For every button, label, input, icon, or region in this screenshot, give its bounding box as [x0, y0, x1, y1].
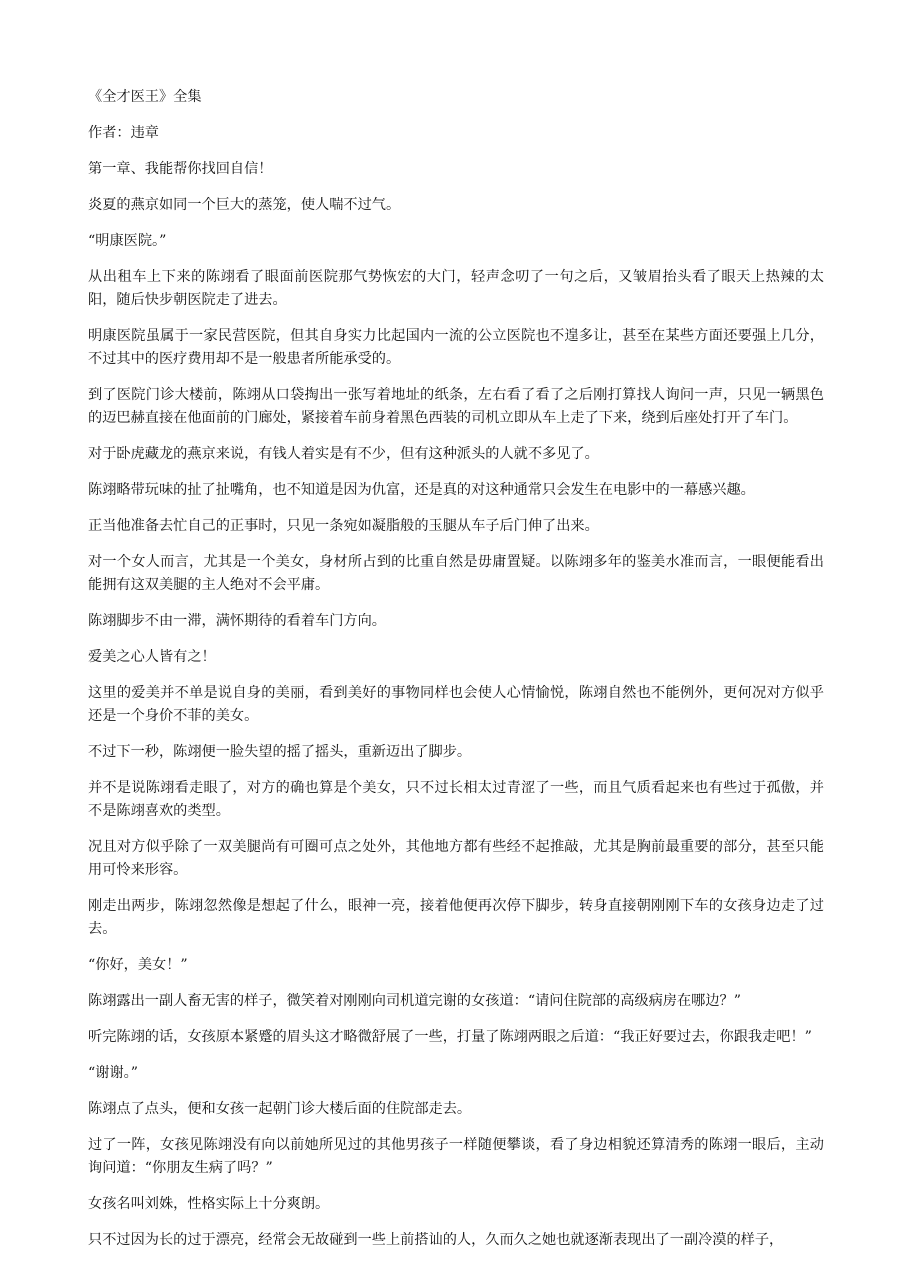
paragraph: 爱美之心人皆有之！ — [88, 649, 216, 665]
paragraph: 并不是说陈翊看走眼了，对方的确也算是个美女，只不过长相太过青涩了一些，而且气质看起来也有些过于孤傲，并不是陈翊喜欢的类型。 — [88, 780, 824, 819]
paragraph: 这里的爱美并不单是说自身的美丽，看到美好的事物同样也会使人心情愉悦，陈翊自然也不能例外，更何况对方似乎还是一个身价不菲的美女。 — [88, 685, 824, 724]
paragraph: “明康医院。” — [88, 233, 167, 249]
paragraph: 对一个女人而言，尤其是一个美女，身材所占到的比重自然是毋庸置疑。以陈翊多年的鉴美水准而言，一眼便能看出能拥有这双美腿的主人绝对不会平庸。 — [88, 554, 824, 593]
book-title: 《全才医王》全集 — [88, 89, 202, 105]
chapter-heading: 第一章、我能帮你找回自信！ — [88, 161, 273, 177]
paragraph: 况且对方似乎除了一双美腿尚有可圈可点之处外，其他地方都有些经不起推敲，尤其是胸前最重要的部分，甚至只能用可怜来形容。 — [88, 839, 824, 878]
paragraph: 过了一阵，女孩见陈翊没有向以前她所见过的其他男孩子一样随便攀谈，看了身边相貌还算清秀的陈翊一眼后，主动询问道：“你朋友生病了吗？” — [88, 1137, 824, 1176]
paragraph: “你好，美女！” — [88, 957, 188, 973]
paragraph: 陈翊略带玩味的扯了扯嘴角，也不知道是因为仇富，还是真的对这种通常只会发生在电影中的一幕感兴趣。 — [88, 482, 755, 498]
paragraph: 到了医院门诊大楼前，陈翊从口袋掏出一张写着地址的纸条，左右看了看了之后刚打算找人询问一声，只见一辆黑色的迈巴赫直接在他面前的门廊处，紧接着车前身着黑色西装的司机立即从车上走了下来，绕到后座处打开了车门。 — [88, 387, 824, 426]
paragraph: “谢谢。” — [88, 1065, 138, 1081]
paragraph: 听完陈翊的话，女孩原本紧蹙的眉头这才略微舒展了一些，打量了陈翊两眼之后道：“我正好要过去，你跟我走吧！” — [88, 1029, 812, 1045]
paragraph: 炎夏的燕京如同一个巨大的蒸笼，使人喘不过气。 — [88, 197, 401, 213]
paragraph: 陈翊脚步不由一滞，满怀期待的看着车门方向。 — [88, 613, 386, 629]
paragraph: 对于卧虎藏龙的燕京来说，有钱人着实是有不少，但有这种派头的人就不多见了。 — [88, 446, 599, 462]
paragraph: 陈翊露出一副人畜无害的样子，微笑着对刚刚向司机道完谢的女孩道：“请问住院部的高级病房在哪边？” — [88, 993, 741, 1009]
author-line: 作者：违章 — [88, 125, 159, 141]
paragraph: 陈翊点了点头，便和女孩一起朝门诊大楼后面的住院部走去。 — [88, 1101, 472, 1117]
paragraph: 不过下一秒，陈翊便一脸失望的摇了摇头，重新迈出了脚步。 — [88, 744, 472, 760]
paragraph: 只不过因为长的过于漂亮，经常会无故碰到一些上前搭讪的人，久而久之她也就逐渐表现出了一副冷漠的样子， — [88, 1232, 784, 1248]
paragraph: 刚走出两步，陈翊忽然像是想起了什么，眼神一亮，接着他便再次停下脚步，转身直接朝刚刚下车的女孩身边走了过去。 — [88, 898, 824, 937]
paragraph: 从出租车上下来的陈翊看了眼面前医院那气势恢宏的大门，轻声念叨了一句之后，又皱眉抬头看了眼天上热辣的太阳，随后快步朝医院走了进去。 — [88, 269, 824, 308]
paragraph: 明康医院虽属于一家民营医院，但其自身实力比起国内一流的公立医院也不遑多让，甚至在某些方面还要强上几分，不过其中的医疗费用却不是一般患者所能承受的。 — [88, 328, 824, 367]
paragraph: 女孩名叫刘姝，性格实际上十分爽朗。 — [88, 1196, 330, 1212]
paragraph: 正当他准备去忙自己的正事时，只见一条宛如凝脂般的玉腿从车子后门伸了出来。 — [88, 518, 599, 534]
document-body — [88, 86, 824, 1265]
